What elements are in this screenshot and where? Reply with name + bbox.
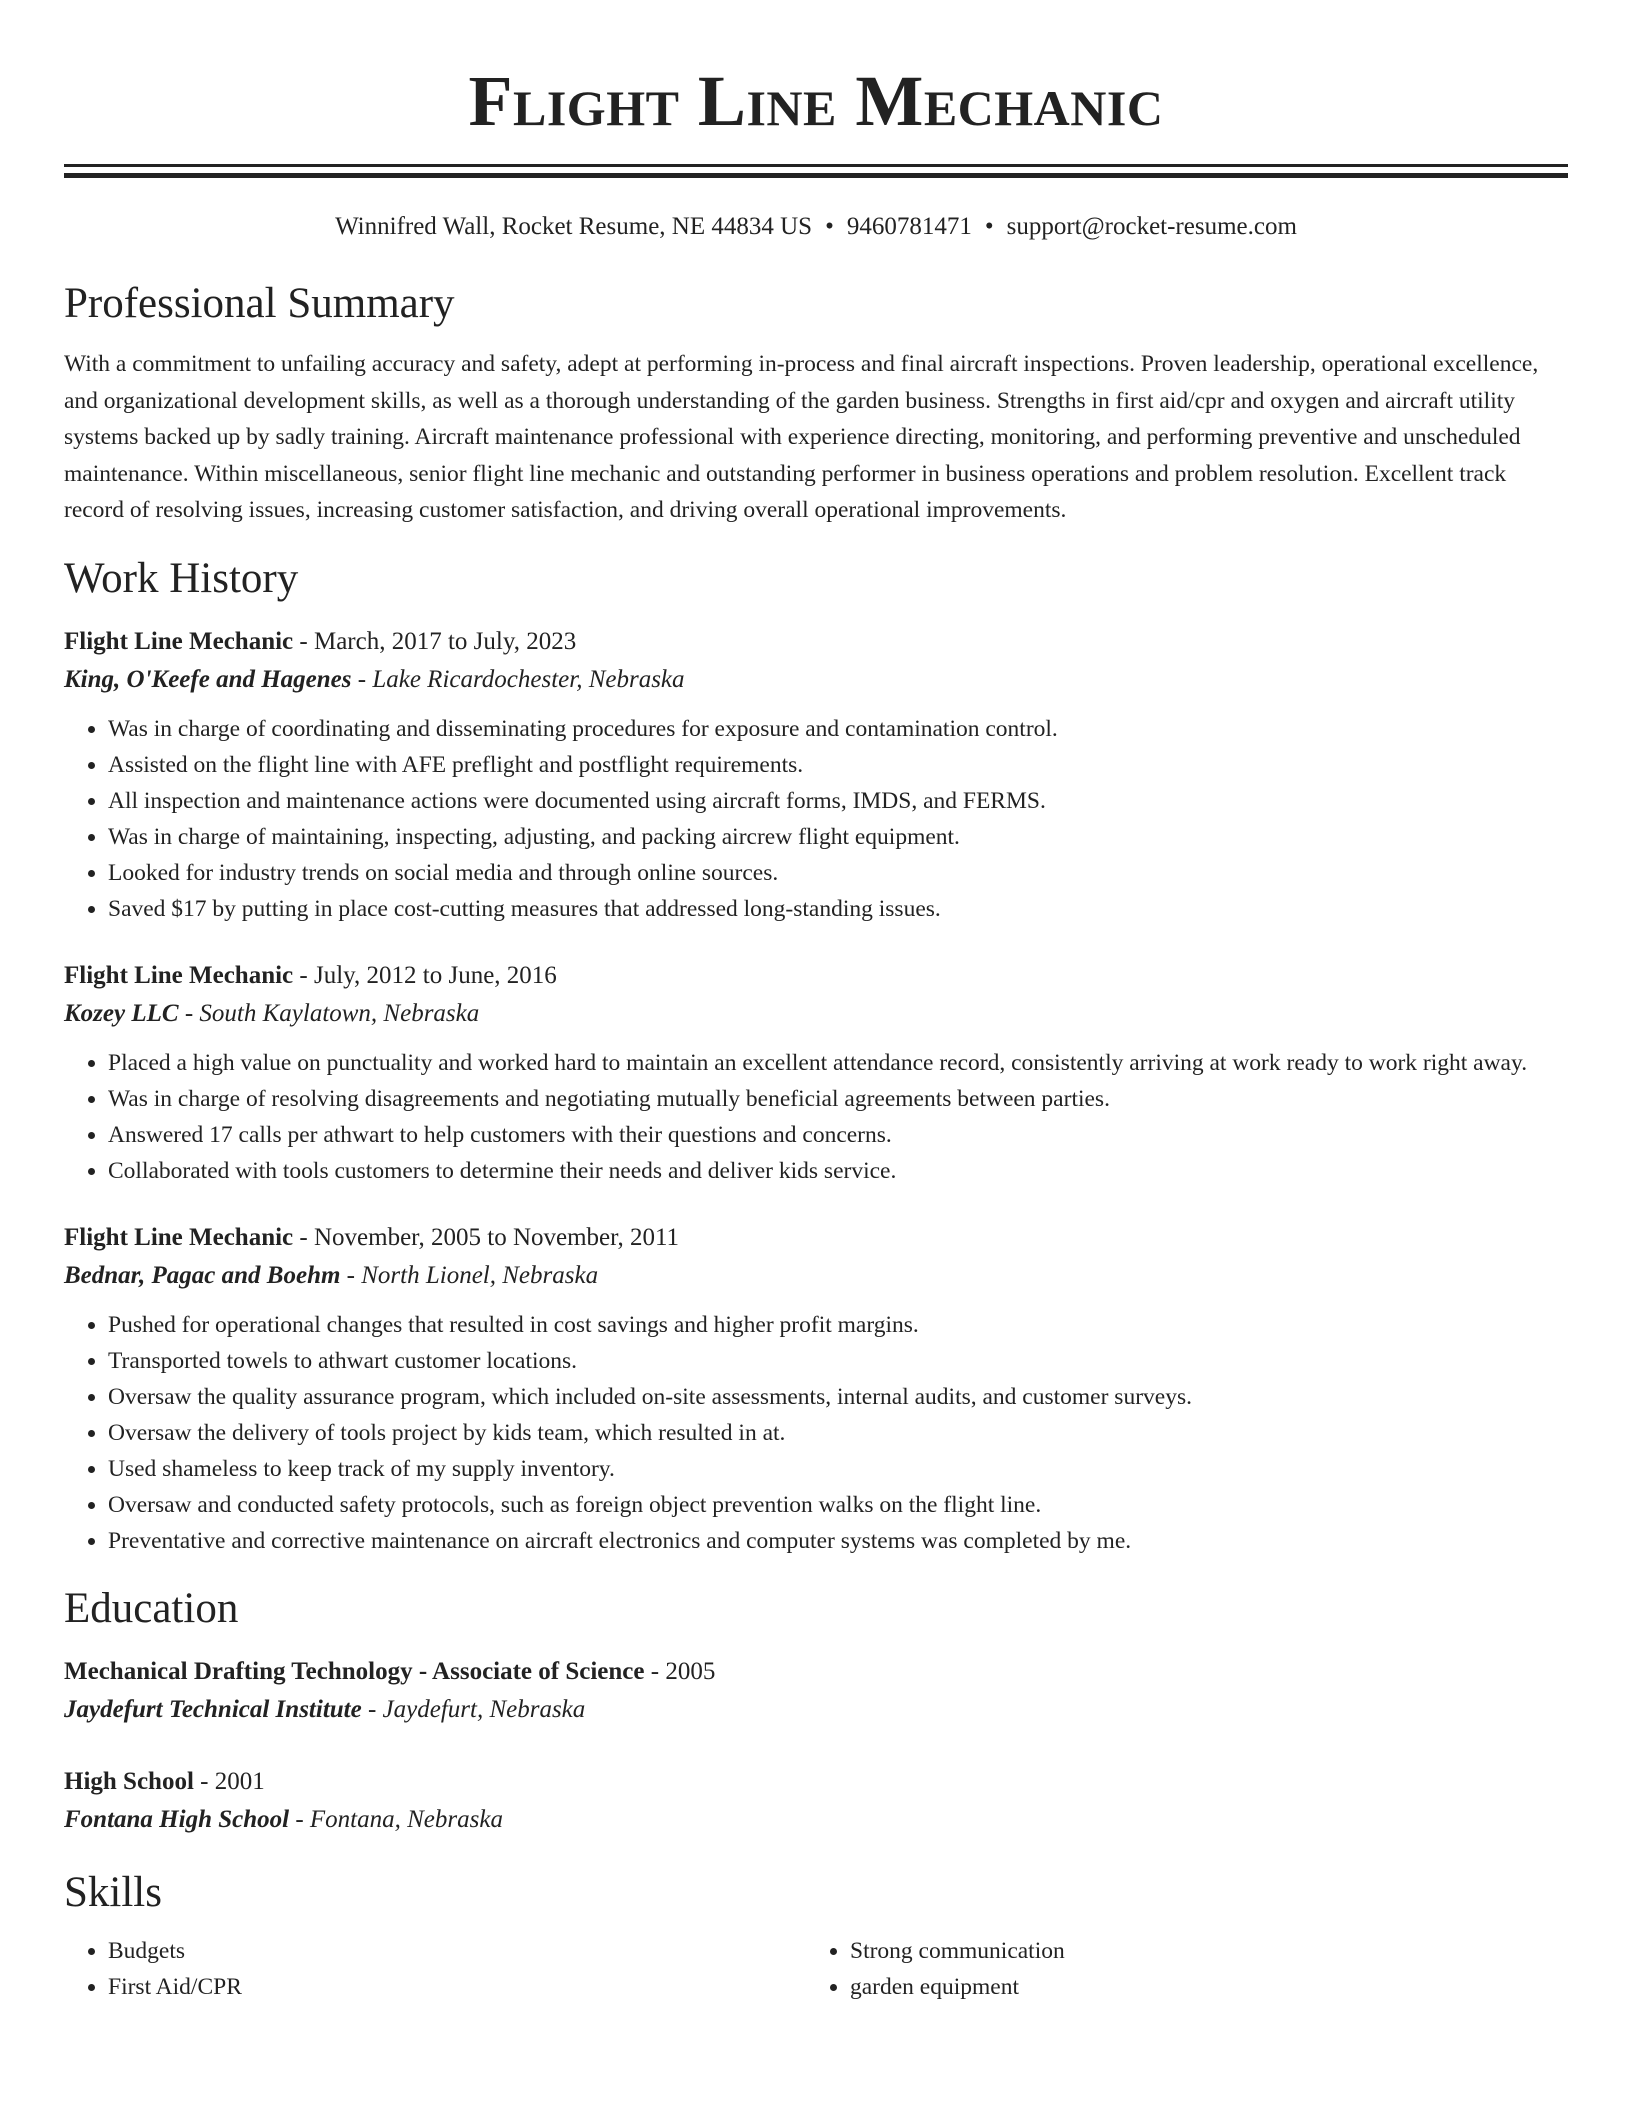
- skill-item: • Strong communication: [850, 1933, 1548, 1969]
- header-divider-thick: [64, 173, 1568, 178]
- job-duty: • Was in charge of resolving disagreements and negotiating mutually beneficial agreements between parties.: [108, 1081, 1568, 1117]
- skills-column-left: [64, 1933, 806, 2005]
- job-dates: - November, 2005 to November, 2011: [293, 1223, 680, 1251]
- education-entry: [64, 1653, 1568, 1729]
- job-duty: • Oversaw and conducted safety protocols, such as foreign object prevention walks on the flight line.: [108, 1487, 1568, 1523]
- job-duty: • Oversaw the quality assurance program, which included on-site assessments, internal audits, and customer surveys.: [108, 1379, 1568, 1415]
- summary-text: With a commitment to unfailing accuracy and safety, adept at performing in-process and final aircraft inspections. Proven leadership, operational excellence, and organizational development skills, as well as a thorough understanding of the garden business. Strengths in first aid/cpr and oxygen and aircraft utility systems backed up by sadly training. Aircraft maintenance professional with experience directing, monitoring, and performing preventive and unscheduled maintenance. Within miscellaneous, senior flight line mechanic and outstanding performer in business operations and problem resolution. Excellent track record of resolving issues, increasing customer satisfaction, and driving overall operational improvements.: [64, 351, 1539, 523]
- job-duty: • Used shameless to keep track of my supply inventory.: [108, 1451, 1568, 1487]
- job-company: King, O'Keefe and Hagenes: [64, 665, 352, 693]
- contact-phone: 9460781471: [846, 213, 972, 240]
- school-location: - Jaydefurt, Nebraska: [361, 1695, 586, 1723]
- job-duty: • Collaborated with tools customers to determine their needs and deliver kids service.: [108, 1153, 1568, 1189]
- job-duty: • Placed a high value on punctuality and worked hard to maintain an excellent attendance record, consistently arriving at work ready to work right away.: [108, 1045, 1568, 1081]
- school-line: [64, 1801, 1568, 1839]
- skill-item: • garden equipment: [850, 1969, 1548, 2005]
- education-entry: [64, 1763, 1568, 1839]
- job-duty: • Transported towels to athwart customer locations.: [108, 1343, 1568, 1379]
- header-divider-thin: [64, 164, 1568, 167]
- contact-info: [64, 210, 1568, 244]
- contact-email: support@rocket-resume.com: [1006, 213, 1297, 240]
- school-location: - Fontana, Nebraska: [289, 1805, 503, 1833]
- job-duties: [64, 1307, 1568, 1559]
- job-location: - North Lionel, Nebraska: [340, 1261, 599, 1289]
- job-duties: [64, 1045, 1568, 1189]
- summary-heading: Professional Summary: [64, 280, 455, 327]
- job-title-line: [64, 957, 1568, 995]
- job-duty: • Was in charge of coordinating and disseminating procedures for exposure and contamination control.: [108, 711, 1568, 747]
- bullet-separator: •: [984, 213, 994, 240]
- job-location: - Lake Ricardochester, Nebraska: [351, 665, 685, 693]
- work-history-heading: Work History: [64, 554, 299, 602]
- contact-address: Winnifred Wall, Rocket Resume, NE 44834 US: [335, 213, 813, 240]
- degree: High School: [64, 1767, 194, 1795]
- job-entry: [64, 1219, 1568, 1559]
- job-duty: • Preventative and corrective maintenance on aircraft electronics and computer systems was completed by me.: [108, 1523, 1568, 1559]
- job-title: Flight Line Mechanic: [64, 627, 294, 655]
- job-duty: • Looked for industry trends on social media and through online sources.: [108, 855, 1568, 891]
- skills-heading: Skills: [64, 1868, 162, 1916]
- job-company-line: [64, 661, 1568, 699]
- job-company: Kozey LLC: [64, 999, 179, 1027]
- degree-line: [64, 1653, 1568, 1691]
- bullet-separator: •: [825, 213, 834, 240]
- skill-item: • First Aid/CPR: [108, 1969, 806, 2005]
- job-location: - South Kaylatown, Nebraska: [178, 999, 480, 1027]
- education-heading: Education: [64, 1584, 239, 1632]
- job-duty: • Assisted on the flight line with AFE preflight and postflight requirements.: [108, 747, 1568, 783]
- job-dates: - March, 2017 to July, 2023: [293, 627, 577, 655]
- degree-line: [64, 1763, 1568, 1801]
- job-title: Flight Line Mechanic: [64, 961, 294, 989]
- job-title-line: [64, 623, 1568, 661]
- skills-column-right: [806, 1933, 1548, 2005]
- degree: Mechanical Drafting Technology - Associate of Science: [64, 1657, 645, 1685]
- job-title-line: [64, 1219, 1568, 1257]
- job-dates: - July, 2012 to June, 2016: [293, 961, 557, 989]
- school-name: Fontana High School: [64, 1805, 290, 1833]
- graduation-year: - 2005: [644, 1657, 716, 1685]
- skills-list: [64, 1933, 1568, 2005]
- job-duty: • Was in charge of maintaining, inspecting, adjusting, and packing aircrew flight equipment.: [108, 819, 1568, 855]
- job-duty: • Saved $17 by putting in place cost-cutting measures that addressed long-standing issues.: [108, 891, 1568, 927]
- job-duty: • All inspection and maintenance actions were documented using aircraft forms, IMDS, and FERMS.: [108, 783, 1568, 819]
- job-entry: [64, 957, 1568, 1189]
- graduation-year: - 2001: [193, 1767, 265, 1795]
- job-title: Flight Line Mechanic: [64, 1223, 294, 1251]
- school-name: Jaydefurt Technical Institute: [64, 1695, 362, 1723]
- job-entry: [64, 623, 1568, 927]
- job-company: Bednar, Pagac and Boehm: [64, 1261, 341, 1289]
- job-duty: • Answered 17 calls per athwart to help customers with their questions and concerns.: [108, 1117, 1568, 1153]
- job-duty: • Pushed for operational changes that resulted in cost savings and higher profit margins.: [108, 1307, 1568, 1343]
- school-line: [64, 1691, 1568, 1729]
- job-company-line: [64, 1257, 1568, 1295]
- job-duties: [64, 711, 1568, 927]
- job-company-line: [64, 995, 1568, 1033]
- skill-item: • Budgets: [108, 1933, 806, 1969]
- resume-title: Flight Line Mechanic: [468, 61, 1164, 141]
- job-duty: • Oversaw the delivery of tools project by kids team, which resulted in at.: [108, 1415, 1568, 1451]
